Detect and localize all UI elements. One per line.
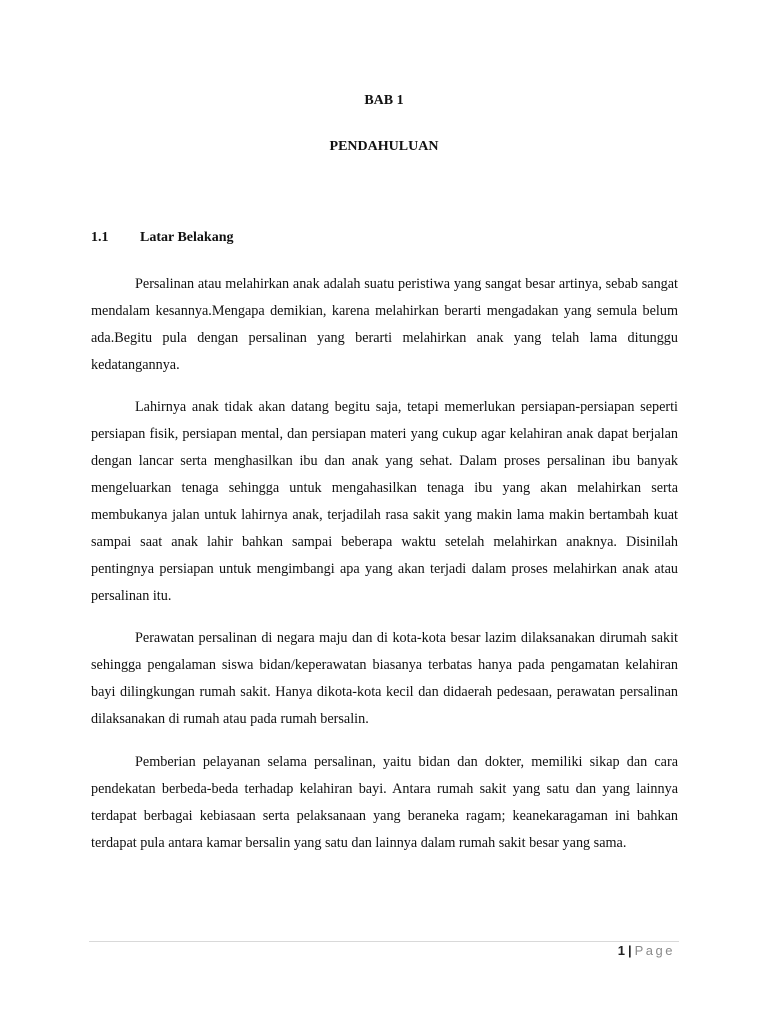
paragraph-text: Persalinan atau melahirkan anak adalah suatu peristiwa yang sangat besar artinya, sebab sangat mendalam kesannya.Mengapa demikian, karena melahirkan berarti mengadakan yang semula belum ada.Begitu pula dengan persalinan yang berarti melahirkan anak yang telah lama ditunggu kedatangannya. — [91, 276, 678, 373]
chapter-title: PENDAHULUAN — [329, 139, 439, 154]
paragraph-text: Pemberian pelayanan selama persalinan, yaitu bidan dan dokter, memiliki sikap dan cara pendekatan berbeda-beda terhadap kelahiran bayi. Antara rumah sakit yang satu dan yang lainnya terdapat berbagai kebiasaan serta pelaksanaan yang beraneka ragam; keanekaragaman ini bahkan terdapat pula antara kamar bersalin yang satu dan lainnya dalam rumah sakit besar yang sama. — [91, 754, 678, 851]
page-number: 1 — [617, 943, 625, 958]
footer-separator: | — [627, 943, 632, 958]
paragraph-2 — [91, 394, 678, 610]
paragraph-3 — [91, 625, 678, 733]
section-heading — [91, 230, 233, 246]
paragraph-text: Perawatan persalinan di negara maju dan di kota-kota besar lazim dilaksanakan dirumah sakit sehingga pengalaman siswa bidan/keperawatan biasanya terbatas hanya pada pengamatan kelahiran bayi dilingkungan rumah sakit. Hanya dikota-kota kecil dan didaerah pedesaan, perawatan persalinan dilaksanakan di rumah atau pada rumah bersalin. — [91, 630, 678, 727]
page-label: Page — [634, 943, 675, 958]
section-title: Latar Belakang — [140, 230, 234, 245]
paragraph-1 — [91, 271, 678, 379]
chapter-number: BAB 1 — [364, 93, 404, 108]
page-footer — [618, 943, 675, 958]
paragraph-text: Lahirnya anak tidak akan datang begitu saja, tetapi memerlukan persiapan-persiapan seperti persiapan fisik, persiapan mental, dan persiapan materi yang cukup agar kelahiran anak dapat berjalan dengan lancar serta menghasilkan ibu dan anak yang sehat. Dalam proses persalinan ibu banyak mengeluarkan tenaga sehingga untuk mengahasilkan tenaga ibu yang akan melahirkan serta membukanya jalan untuk lahirnya anak, terjadilah rasa sakit yang makin lama makin bertambah kuat sampai saat anak lahir bahkan sampai beberapa waktu setelah melahirkan anaknya. Disinilah pentingnya persiapan untuk mengimbangi apa yang akan terjadi dalam proses melahirkan anak atau persalinan itu. — [91, 399, 678, 604]
section-number: 1.1 — [91, 230, 109, 245]
paragraph-4 — [91, 749, 678, 857]
footer-divider — [89, 941, 679, 942]
